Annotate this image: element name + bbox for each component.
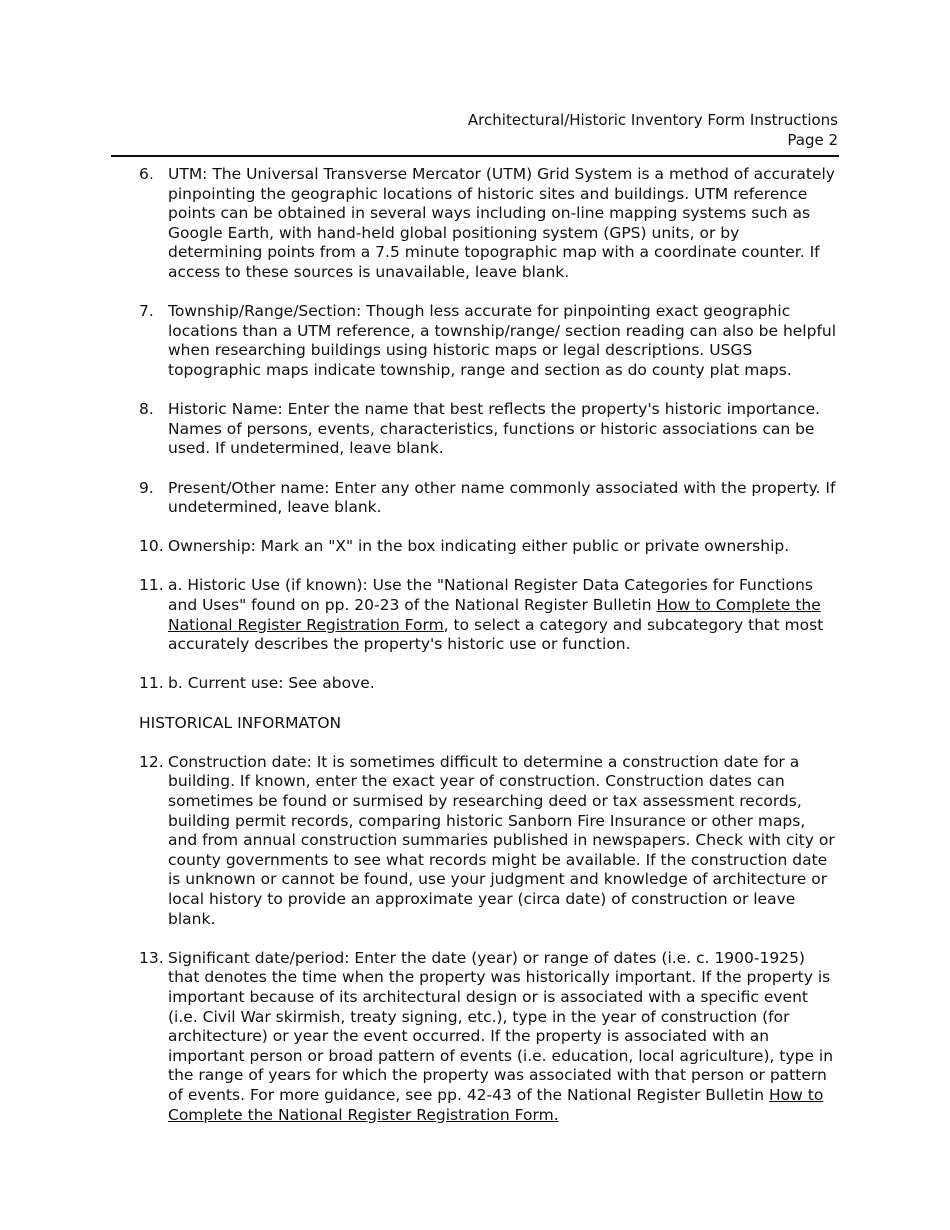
item-text: UTM: The Universal Transverse Mercator (UTM) Grid System is a method of accurately pinpointing the geographic locations of historic sites and buildings. UTM reference points can be obtained in several ways including on-line mapping systems such as Google Earth, with hand-held global positioning system (GPS) units, or by determining points from a 7.5 minute topographic map with a coordinate counter. If access to these sources is unavailable, leave blank. <box>168 165 835 281</box>
item-text: Historic Name: Enter the name that best reflects the property's historic importance. Names of persons, events, characteristics, functions or historic associations can be used. If undetermined, leave blank. <box>168 400 821 458</box>
item-text-part: , to select a category and subcategory that most accurately describes the property's historic use or function. <box>168 615 824 654</box>
instructions-body <box>139 165 837 1145</box>
instruction-item-7 <box>139 302 837 380</box>
header-divider <box>111 155 839 157</box>
item-text: Township/Range/Section: Though less accurate for pinpointing exact geographic locations than a UTM reference, a township/range/ section reading can also be helpful when researching buildings using historic maps or legal descriptions. USGS topographic maps indicate township, range and section as do county plat maps. <box>168 302 837 379</box>
item-number: 11. <box>139 674 164 693</box>
item-text: b. Current use: See above. <box>168 674 375 693</box>
instruction-item-8 <box>139 400 837 459</box>
document-title: Architectural/Historic Inventory Form Instructions <box>467 111 838 129</box>
instruction-item-9 <box>139 479 837 518</box>
instruction-item-12 <box>139 753 837 929</box>
item-text-part: Significant date/period: Enter the date (year) or range of dates (i.e. c. 1900-1925) that denotes the time when the property was historically important. If the property is important because of its architectural design or is associated with a specific event (i.e. Civil War skirmish, treaty signing, etc.), type in the year of construction (for architecture) or year the event occurred. If the property is associated with an important person or broad pattern of events (i.e. education, local agriculture), type in the range of years for which the property was associated with that person or pattern of events. For more guidance, see pp. 42-43 of the National Register Bulletin <box>168 948 834 1104</box>
bulletin-title-link: How to Complete the National Register Registration Form. <box>168 1085 824 1124</box>
item-text-part: a. Historic Use (if known): Use the "National Register Data Categories for Functions and Uses" found on pp. 20-23 of the National Register Bulletin <box>168 576 813 615</box>
section-heading: HISTORICAL INFORMATON <box>139 713 342 732</box>
instruction-item-11b <box>139 674 837 694</box>
item-number: 10. <box>139 537 164 556</box>
instruction-item-13 <box>139 949 837 1125</box>
item-text <box>168 949 837 1125</box>
bulletin-title-link: How to Complete the National Register Registration Form <box>168 596 821 634</box>
instruction-item-10 <box>139 537 837 557</box>
item-number: 8. <box>139 400 154 419</box>
instruction-item-11a <box>139 576 837 654</box>
instruction-item-6 <box>139 165 837 283</box>
item-text: Ownership: Mark an "X" in the box indicating either public or private ownership. <box>168 537 790 556</box>
item-text <box>168 576 837 654</box>
item-number: 13. <box>139 948 164 967</box>
page-header <box>468 111 838 150</box>
item-number: 7. <box>139 302 154 321</box>
page-number: Page 2 <box>787 130 838 149</box>
item-number: 11. <box>139 576 164 595</box>
item-text: Construction date: It is sometimes difficult to determine a construction date for a building. If known, enter the exact year of construction. Construction dates can sometimes be found or surmised by researching deed or tax assessment records, building permit records, comparing historic Sanborn Fire Insurance or other maps, and from annual construction summaries published in newspapers. Check with city or county governments to see what records might be available. If the construction date is unknown or cannot be found, use your judgment and knowledge of architecture or local history to provide an approximate year (circa date) of construction or leave blank. <box>168 752 835 928</box>
item-number: 12. <box>139 752 164 771</box>
item-number: 9. <box>139 478 154 497</box>
item-text: Present/Other name: Enter any other name commonly associated with the property. If undetermined, leave blank. <box>168 478 836 517</box>
item-number: 6. <box>139 165 154 183</box>
